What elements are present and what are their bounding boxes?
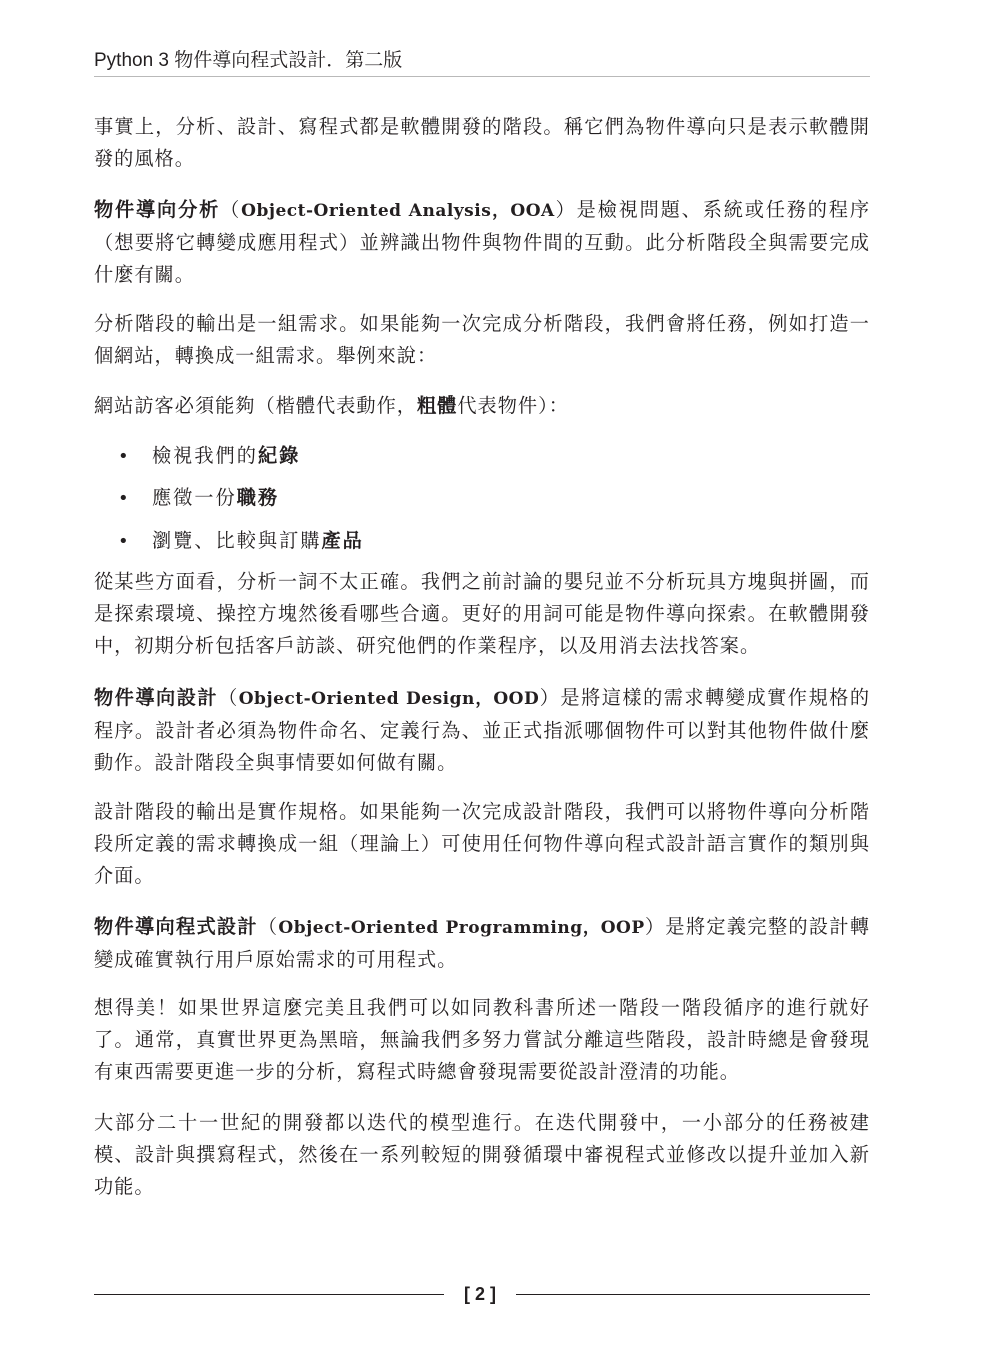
- paragraph-visitor-intro: [94, 390, 870, 422]
- paragraph-ood: [94, 682, 870, 779]
- term-oop: 物件導向程式設計: [94, 915, 258, 938]
- page-number: [ 2 ]: [463, 1284, 496, 1304]
- paragraph-iterative: 大部分二十一世紀的開發都以迭代的模型進行。在迭代開發中，一小部分的任務被建模、設計與撰寫程式，然後在一系列較短的開發循環中審視程式並修改以提升並加入新功能。: [94, 1111, 870, 1198]
- paragraph-analysis-output: 分析階段的輸出是一組需求。如果能夠一次完成分析階段，我們會將任務，例如打造一個網站，轉換成一組需求。舉例來說：: [94, 312, 870, 367]
- bullet-action: 應徵一份: [152, 486, 237, 509]
- paragraph-ood-body: ）是將這樣的需求轉變成實作規格的程序。設計者必須為物件命名、定義行為、並正式指派哪個物件可以對其他物件做什麼動作。設計階段全與事情要如何做有關。: [94, 686, 871, 774]
- term-ooa: 物件導向分析: [94, 198, 221, 221]
- paragraph-ooa: [94, 194, 870, 291]
- list-item: [118, 525, 818, 558]
- footer-rule-right: [516, 1294, 870, 1295]
- bullet-object: 產品: [321, 529, 364, 552]
- bullet-marker: •: [118, 531, 131, 552]
- header-divider: [94, 76, 870, 77]
- paragraph-oop-body: ）是將定義完整的設計轉變成確實執行用戶原始需求的可用程式。: [94, 915, 871, 971]
- list-item: [118, 482, 818, 515]
- visitor-intro-before: 網站訪客必須能夠（楷體代表動作，: [94, 394, 417, 417]
- paren-open: （: [220, 198, 242, 221]
- visitor-intro-bold: 粗體: [417, 394, 458, 417]
- visitor-intro-after: 代表物件）：: [457, 394, 569, 417]
- bullet-object: 職務: [236, 486, 280, 509]
- term-ood-english: Object-Oriented Design，OOD: [238, 689, 540, 709]
- bullet-marker: •: [118, 488, 131, 509]
- term-oop-english: Object-Oriented Programming，OOP: [278, 918, 645, 938]
- paragraph-design-output: 設計階段的輸出是實作規格。如果能夠一次完成設計階段，我們可以將物件導向分析階段所定義的需求轉換成一組（理論上）可使用任何物件導向程式設計語言實作的類別與介面。: [94, 800, 870, 887]
- paragraph-phases: 事實上，分析、設計、寫程式都是軟體開發的階段。稱它們為物件導向只是表示軟體開發的風格。: [94, 115, 870, 170]
- paren-open: （: [218, 686, 239, 709]
- paragraph-ooa-body: ）是檢視問題、系統或任務的程序（想要將它轉變成應用程式）並辨識出物件與物件間的互動。此分析階段全與需要完成什麼有關。: [94, 198, 871, 286]
- paragraph-real-world: 想得美！如果世界這麼完美且我們可以如同教科書所述一階段一階段循序的進行就好了。通常，真實世界更為黑暗，無論我們多努力嘗試分離這些階段，設計時總是會發現有東西需要更進一步的分析，寫程式時總會發現需要從設計澄清的功能。: [94, 996, 870, 1083]
- term-ooa-english: Object-Oriented Analysis，OOA: [241, 201, 555, 221]
- paragraph-oop: [94, 911, 870, 976]
- paragraph-analysis-term: 從某些方面看，分析一詞不太正確。我們之前討論的嬰兒並不分析玩具方塊與拼圖，而是探索環境、操控方塊然後看哪些合適。更好的用詞可能是物件導向探索。在軟體開發中，初期分析包括客戶訪談、研究他們的作業程序，以及用消去法找答案。: [94, 570, 870, 657]
- list-item: [118, 440, 818, 473]
- paren-open: （: [257, 915, 279, 938]
- bullet-action: 檢視我們的: [152, 444, 258, 467]
- bullet-object: 紀錄: [257, 444, 301, 467]
- running-header-title: Python 3 物件導向程式設計．第二版: [94, 50, 403, 71]
- bullet-marker: •: [118, 446, 131, 467]
- footer-rule-left: [94, 1294, 444, 1295]
- bullet-action: 瀏覽、比較與訂購: [152, 529, 322, 552]
- term-ood: 物件導向設計: [94, 686, 219, 709]
